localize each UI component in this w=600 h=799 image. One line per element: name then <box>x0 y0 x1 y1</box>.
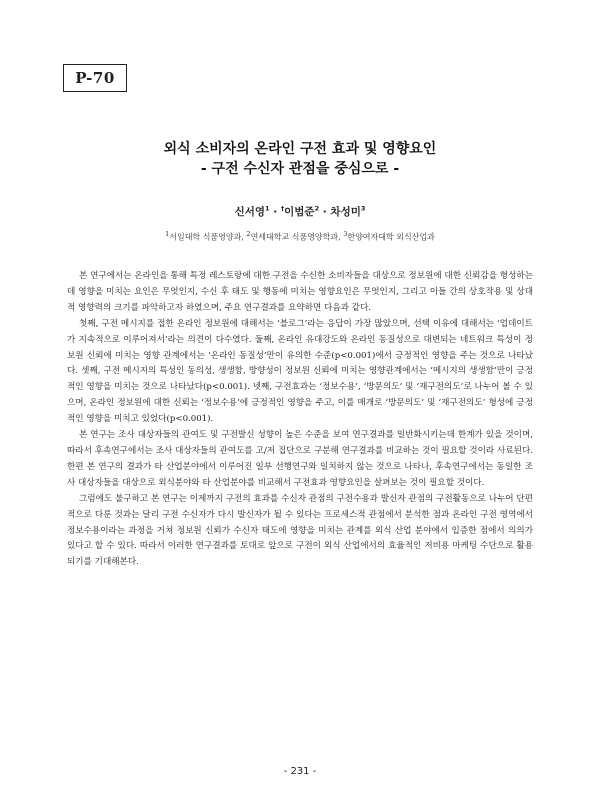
paper-title <box>0 139 600 179</box>
abstract-body <box>67 269 533 571</box>
title-line-1: 외식 소비자의 온라인 구전 효과 및 영향요인 <box>163 141 437 157</box>
page-number: - 231 - <box>283 766 317 777</box>
author-2: †이범준$^2$ · <box>280 204 331 218</box>
paragraph: 본 연구에서는 온라인을 통해 특정 레스토랑에 대한 구전을 수신한 소비자들을 대상으로 정보원에 대한 신뢰감을 형성하는데 영향을 미치는 요인은 무엇인지, 수신 후 태도 및 행동에 미치는 영향요인은 무엇인지, 그리고 이들 간의 상호작용 및 상대적 영향력의 크기를 파악하고자 하였으며, 주요 연구결과를 요약하면 다음과 같다. <box>67 271 533 313</box>
title-line-2: - 구전 수신자 관점을 중심으로 - <box>200 161 400 177</box>
author-3: 차성미$^3$ <box>330 204 366 218</box>
poster-code-box: P-70 <box>63 64 127 92</box>
paragraph: 그럼에도 불구하고 본 연구는 이제까지 구전의 효과를 수신자 관점의 구전수용과 발신자 관점의 구전활동으로 나누어 단편적으로 다룬 것과는 달리 구전 수신자가 다시 발신자가 될 수 있다는 프로세스적 관점에서 분석한 점과 온라인 구전 영역에서 정보수용이라는 과정을 거쳐 정보원 신뢰가 수신자 태도에 영향을 미치는 관계를 외식 산업 분야에서 입증한 점에서 의의가 있다고 할 수 있다. 따라서 이러한 연구결과를 토대로 앞으로 구전이 외식 산업에서의 효율적인 저비용 마케팅 수단으로 활용되기를 기대해본다. <box>67 493 533 568</box>
author-1: 신서영$^1$ · <box>234 204 281 218</box>
author-list <box>0 204 600 219</box>
paragraph: 본 연구는 조사 대상자들의 관여도 및 구전발신 성향이 높은 수준을 보여 연구결과를 일반화시키는데 한계가 있을 것이며, 따라서 후속연구에서는 조사 대상자들의 관여도를 고/저 집단으로 구분해 연구결과를 비교하는 것이 필요할 것이라 사료된다. 한편 본 연구의 결과가 타 산업분야에서 이루어진 일부 선행연구와 일치하지 않는 것으로 나타나, 후속연구에서는 동일한 조사 대상자들을 대상으로 외식분야와 타 산업분야를 비교해서 구전효과 영향요인을 살펴보는 것이 필요할 것이다. <box>67 430 533 488</box>
paragraph: 첫째, 구전 메시지를 접한 온라인 정보원에 대해서는 ‘블로그’라는 응답이 가장 많았으며, 선택 이유에 대해서는 ‘업데이트가 지속적으로 이루어져서’라는 의견이 다수였다. 둘째, 온라인 유대강도와 온라인 동질성으로 대변되는 네트워크 특성이 정보원 신뢰에 미치는 영향 관계에서는 ‘온라인 동질성’만이 유의한 수준(p<0.001)에서 긍정적인 영향을 주는 것으로 나타났다. 셋째, 구전 메시지의 특성인 동의성, 생생함, 방향성이 정보원 신뢰에 미치는 영향관계에서는 ‘메시지의 생생함’만이 긍정적인 영향을 미치는 것으로 나타났다(p<0.001). 넷째, 구전효과는 ‘정보수용’, ‘방문의도’ 및 ‘재구전의도’로 나누어 볼 수 있으며, 온라인 정보원에 대한 신뢰는 ‘정보수용’에 긍정적인 영향을 주고, 이를 매개로 ‘방문의도’ 및 ‘재구전의도’ 형성에 긍정적인 영향을 미치고 있었다(p<0.001). <box>67 318 533 425</box>
affiliations: $^1$서일대학 식품영양과, $^2$연세대학교 식품영양학과, $^3$한양여자대학 외식산업과 <box>165 230 435 242</box>
